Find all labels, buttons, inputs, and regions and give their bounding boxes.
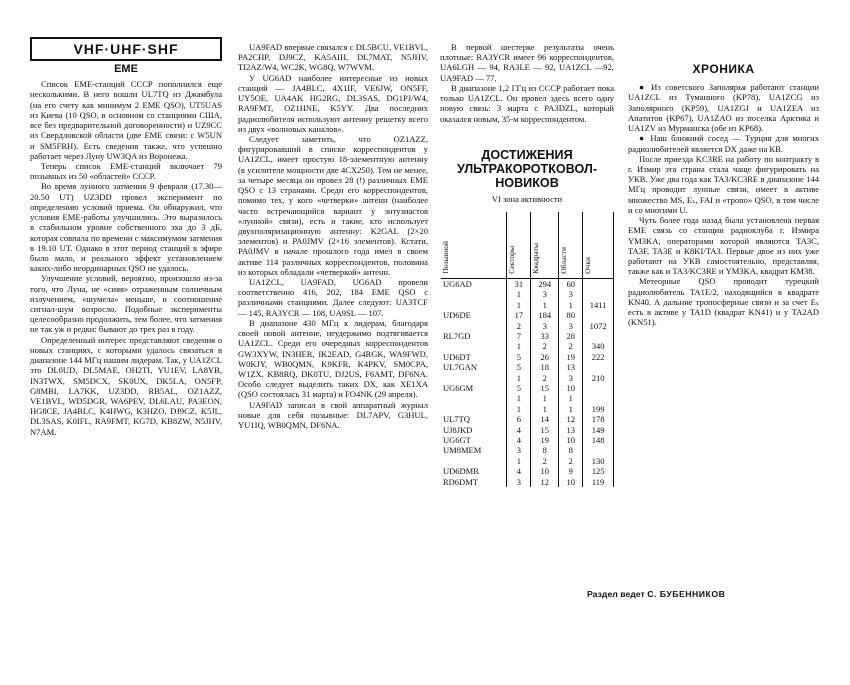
table-cell: 19 (531, 435, 559, 445)
table-row (441, 404, 614, 414)
header-sectors: Секторы (507, 212, 531, 279)
table-cell (583, 289, 614, 299)
table-cell: 119 (583, 477, 614, 487)
table-cell: 5 (507, 383, 531, 393)
table-row (441, 331, 614, 341)
table-cell: 60 (559, 278, 583, 289)
table-cell (583, 383, 614, 393)
table-cell: 3 (531, 289, 559, 299)
table-cell: 199 (583, 404, 614, 414)
table-cell: 5 (507, 352, 531, 362)
column-4 (628, 64, 819, 327)
table-cell: 1 (559, 300, 583, 310)
paragraph: UA9FAD записал в свой аппаратный журнал новые для себя позывные: DL7APV, G3HUL, YU1IQ, WB0QMN, DF6NA. (238, 399, 428, 431)
table-cell: 3 (559, 321, 583, 331)
table-cell (583, 331, 614, 341)
table-cell (583, 445, 614, 455)
table-cell: 19 (559, 352, 583, 362)
table-cell: UJ8JKD (443, 424, 473, 435)
table-cell: 340 (583, 341, 614, 351)
paragraph: UA1ZCL, UA9FAD, UG6AD провели соответственно 416, 202, 184 EME QSO с различными станциями. Далее следуют: UA3TCF — 145, RA3YCR — 108, UA9SL — 107. (238, 277, 428, 318)
table-cell (441, 341, 507, 351)
table-cell: 17 (507, 310, 531, 320)
table-cell (441, 300, 507, 310)
table-cell: 33 (531, 331, 559, 341)
eme-heading: EME (114, 63, 138, 75)
table-cell: 1 (507, 300, 531, 310)
achievements-table (441, 212, 614, 487)
table-row (441, 445, 614, 455)
header-callsign: Позывной (441, 212, 507, 279)
section-banner: VHF·UHF·SHF (30, 37, 222, 61)
table-row (441, 362, 614, 372)
paragraph: После приезда KC3RE на работу по контракту в г. Измир эта страна стала чаще фигурировать на УКВ. Уже два года как TA3/KC3RE в диапазоне 144 МГц проводит лунные связи, имеет в активе множество MS, Eₛ, FAI и «тропо» QSO, в том числе и со многими U. (628, 153, 819, 215)
table-cell: 18 (531, 362, 559, 372)
table-cell: 31 (507, 278, 531, 289)
table-cell: 4 (507, 435, 531, 445)
table-cell: RL7GD (443, 331, 471, 341)
achievements-title: ДОСТИЖЕНИЯ УЛЬТРАКОРОТКОВОЛ- НОВИКОВ (456, 147, 598, 190)
table-cell: UM8MEM (443, 445, 482, 456)
table-cell: 9 (559, 466, 583, 476)
table-cell: RD6DMT (443, 476, 478, 487)
table-cell: 8 (531, 445, 559, 455)
table-cell: 2 (531, 373, 559, 383)
table-cell: 12 (531, 477, 559, 487)
table-cell: UG6GT (443, 435, 471, 446)
table-cell: 3 (507, 445, 531, 455)
header-points: Очки (583, 212, 614, 279)
paragraph: Список EME-станций СССР пополнился еще несколькими. В него вошли UL7TQ из Джамбула (на его счету как минимум 2 EME QSO), UT5UAS из Киева (10 QSO, в основном со станциями США, все без предварительной договоренности) и UZ9CC из Свердловской области (две EME связи: с W5UN и SM5FRH). Есть сведения также, что успешно работает через Луну UW3QA из Воронежа. (30, 79, 222, 161)
table-cell: 4 (507, 425, 531, 435)
table-cell: 13 (559, 362, 583, 372)
table-cell: 3 (507, 477, 531, 487)
column-3 (440, 42, 614, 487)
table-row (441, 414, 614, 424)
table-cell: 222 (583, 352, 614, 362)
section-editor-credit: Раздел ведет С. БУБЕННИКОВ (587, 589, 726, 599)
table-cell: 1 (559, 393, 583, 403)
paragraph: Метеорные QSO проводит турецкий радиолюбитель TA1E/2, находящийся в квадрате KN40. А дальние тропосферные связи и за счет Eₛ есть в активе у TA1D (квадрат KN41) и у TA2AD (KN51). (628, 276, 819, 328)
table-cell: 1 (531, 404, 559, 414)
table-cell (441, 393, 507, 403)
table-cell: 8 (559, 445, 583, 455)
table-cell: 6 (507, 414, 531, 424)
table-row (441, 352, 614, 362)
paragraph: В первой шестерке результаты очень плотные: RA3YCR имеет 96 корреспондентов, UA6LGH — 94, RA3LE — 92, UA1ZCL —92, UA9FAD — 77. (440, 42, 614, 83)
header-regions: Области (559, 212, 583, 279)
table-cell: UD6DE (443, 310, 471, 321)
table-cell: 3 (531, 321, 559, 331)
paragraph: UA9FAD впервые связался с DL5BCU, VE1BVL, PA2CHP, DJ9CZ, KA5AIH, DL7MAT, N5JHV, TI2AZ/W4, WC2K, WG8Q, W7WVM. (238, 42, 428, 73)
table-cell: 1 (531, 393, 559, 403)
table-cell (441, 289, 507, 299)
table-cell: 210 (583, 373, 614, 383)
table-cell: 5 (507, 362, 531, 372)
table-cell: 15 (531, 425, 559, 435)
column-2 (238, 42, 428, 430)
table-cell (583, 393, 614, 403)
table-cell: 12 (559, 414, 583, 424)
paragraph: Следует заметить, что OZ1AZZ, фигурировавший в списке корреспондентов у UA1ZCL, имеет простую 18-элементную антенну (в усилителе мощности две 4CX250). Тем не менее, за четыре месяца он провел 28 (!) различных EME QSO с 13 странами. Среди его корреспондентов, помимо тех, у кого «четверки» антенн (наиболее часто встречающийся вариант у энтузиастов «лунной» связи), есть и такие, кто использует двухполяризационную антенну: K2GAL (2×20 элементов) и PA0JMV (2×16 элементов). Кстати, PA0JMV в начале прошлого года имел в своем активе 114 различных корреспондентов, половина из которых обладали «четверкой» антенн. (238, 133, 428, 277)
table-cell: 149 (583, 425, 614, 435)
table-cell (583, 278, 614, 289)
table-row (441, 393, 614, 403)
table-cell: 1 (531, 300, 559, 310)
table-cell: 28 (559, 331, 583, 341)
table-row (441, 466, 614, 476)
table-cell: 80 (559, 310, 583, 320)
table-cell: 4 (507, 466, 531, 476)
table-cell (441, 321, 507, 331)
table-row (441, 383, 614, 393)
table-cell: 13 (559, 425, 583, 435)
table-cell: 7 (507, 331, 531, 341)
table-cell: 1 (507, 393, 531, 403)
achievements-subtitle: VI зона активности (491, 193, 563, 204)
table-cell: 148 (583, 435, 614, 445)
table-cell: 15 (531, 383, 559, 393)
table-cell: UL7GAN (443, 362, 477, 373)
table-cell: 1 (507, 289, 531, 299)
table-cell: 3 (559, 373, 583, 383)
table-cell: 10 (531, 466, 559, 476)
table-row (441, 278, 614, 289)
table-cell (583, 362, 614, 372)
table-cell: 2 (507, 321, 531, 331)
table-cell: 1 (507, 404, 531, 414)
paragraph: У UG6AD наиболее интересные из новых станций — JA4BLC, 4X1IF, VE6JW, ON5FF, UY5OE, UA4AK HG2RG, DL3SAS, DG1PJ/W4, RA9FMT, OZ1HNE, K5YY. Два последних радиолюбителя используют антенну решетку всего из двух «волновых каналов». (238, 72, 428, 134)
table-cell: 3 (559, 289, 583, 299)
chronicle-heading: ХРОНИКА (692, 62, 755, 76)
table-cell: 10 (559, 383, 583, 393)
paragraph: Теперь список EME-станций включает 79 позывных из 50 «областей» СССР. (30, 160, 222, 182)
table-cell (583, 310, 614, 320)
table-cell: 10 (559, 477, 583, 487)
table-cell: UG6GM (443, 383, 474, 394)
paragraph: Определенный интерес представляют сведения о новых станциях, с которыми удалось связаться в диапазоне 144 МГц нашим лидерам. Так, у UA1ZCL это DL0UD, DL5MAE, OH2TI, YU1EV, LA8YB, IN3TWX, SM5DCX, SK0UX, DK5LA, ON5FP, G8MBI, LA7KK, UZ3DD, RB5AL, OZ1AZZ, VE1BVL, WD5DGR, WA6PEV, DL6LAU, PA3EON, HG8CE, JA4BLC, K4HWG, K3HZO, DJ9CZ, K5JL, DL3SAS, K0IFL, RA9FMT, KG7D, KB8ZW, N5JHV, N7AM. (30, 334, 222, 437)
table-cell: 2 (559, 341, 583, 351)
table-row (441, 310, 614, 320)
table-cell: UD6DMR (443, 466, 479, 477)
table-cell: 1072 (583, 321, 614, 331)
table-row (441, 373, 614, 383)
table-cell: UD6DT (443, 351, 471, 362)
paragraph: В диапазоне 1,2 ГГц из СССР работает пока только UA1ZCL. Он провел здесь всего одну новую связь: 3 марта с PA3DZL, который оказался новым, 35-м корреспондентом. (440, 82, 614, 124)
table-cell: 2 (559, 456, 583, 466)
table-cell: 1 (507, 373, 531, 383)
table-row (441, 456, 614, 466)
header-squares: Квадраты (531, 212, 559, 279)
paragraph: Улучшение условий, вероятно, произошло из-за того, что Луна, не «сияя» отраженным солнечным излучением, «шумела» меньше, и соотношение сигнал-шум возросло. Подобные эксперименты целесообразно продолжить, тем более, что затмения не так уж и редки: бывают до трех раз в году. (30, 273, 222, 335)
table-cell (441, 456, 507, 466)
table-cell: 294 (531, 278, 559, 289)
paragraph: ● Наш ближний сосед — Турция для многих радиолюбителей является DX даже на КВ. (628, 133, 819, 154)
table-row (441, 289, 614, 299)
column-1 (30, 37, 222, 437)
table-row (441, 435, 614, 445)
table-row (441, 300, 614, 310)
table-cell (441, 373, 507, 383)
table-cell: UL7TQ (443, 414, 470, 425)
table-cell: 2 (531, 341, 559, 351)
table-cell: 2 (531, 456, 559, 466)
table-cell: 14 (531, 414, 559, 424)
table-cell: 178 (583, 414, 614, 424)
paragraph: В диапазоне 430 МГц к лидерам, благодаря своей новой антенне, неудержимо подтягивается UA1ZCL. Среди его очередных корреспондентов GW3XYW, IN3HER, IK2EAD, G4RGK, WA9FWD, W0KJY, WB0QMN, K9KFR, K4PKV, SM0CPA, W1ZX, KB8RQ, DK0TU, DJ2US, F6AMT, DF6NA. Особо следует выделить таких DX, как XE1XA (QSO состоялась 31 марта) и FO4NK (29 апреля). (238, 317, 428, 400)
table-cell: 130 (583, 456, 614, 466)
table-cell: 1 (559, 404, 583, 414)
table-cell: 10 (559, 435, 583, 445)
table-row (441, 477, 614, 487)
table-cell (441, 404, 507, 414)
table-cell: 26 (531, 352, 559, 362)
table-cell: 1 (507, 456, 531, 466)
paragraph: Чуть более года назад была установлена первая EME связь со станции радиоклуба г. Измира YM3KA, операторами которой являются TA3C, TA3F, TA3E и K8KI/TA3. Первые двое из них уже работают на УКВ самостоятельно, представляя, также как и TA3/KC3RE и YM3KA, квадрат KM38. (628, 215, 819, 277)
table-row (441, 321, 614, 331)
paragraph: ● Из советского Заполярья работают станции UA1ZCL из Туманного (KP78), UA1ZCG из Заполярного (KP59), UA1ZGJ и UA1ZEA из Апатитов (KP67), UA1ZAO из поселка Арктика и UA1ZV из Мурманска (обе из KP68). (628, 82, 819, 134)
table-cell: 1411 (583, 300, 614, 310)
table-cell: 184 (531, 310, 559, 320)
table-cell: 1 (507, 341, 531, 351)
table-cell: UG6AD (443, 278, 472, 289)
paragraph: Во время лунного затмения 9 февраля (17.30—20.50 UT) UZ3DD провел эксперимент по определению условий приема. Он обнаружил, что условия EME-работы улучшились. Это выразилось в стабильном уровне собственного эха до 3 дБ, которая совпала по времени с максимумом затмения в 19.10 UT. Однако в этот период станций в эфире было мало, и реального эффект установлением каких-либо неординарных QSO не удалось. (30, 181, 222, 274)
table-cell: 125 (583, 466, 614, 476)
table-row (441, 341, 614, 351)
table-row (441, 425, 614, 435)
